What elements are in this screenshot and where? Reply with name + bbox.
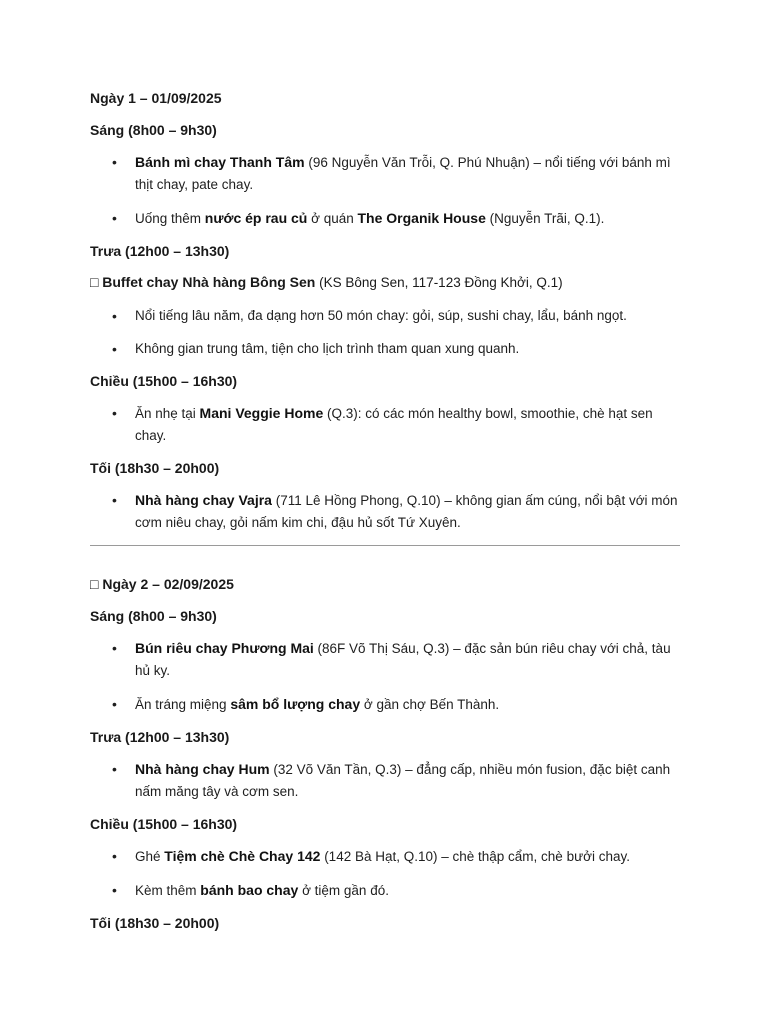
item-detail: (32 Võ Văn Tần, Q.3) – đẳng cấp, nhiều món fusion, đặc biệt canh nấm măng tây và cơm sen. [135, 762, 671, 799]
list-item [90, 402, 680, 447]
place-name: Tiệm chè Chè Chay 142 [164, 848, 321, 864]
day-2-afternoon-list [90, 845, 680, 902]
place-name: Bún riêu chay Phương Mai [135, 640, 314, 656]
section-divider [90, 545, 680, 546]
list-item [90, 637, 680, 682]
item-detail: (96 Nguyễn Văn Trỗi, Q. Phú Nhuận) – nổi tiếng với bánh mì thịt chay, pate chay. [135, 155, 671, 192]
day-1-noon-list [90, 305, 680, 360]
day-2-afternoon-heading: Chiều (15h00 – 16h30) [90, 816, 238, 832]
item-text: ở quán [307, 211, 358, 226]
day-2-noon-heading: Trưa (12h00 – 13h30) [90, 729, 230, 745]
itinerary-document [90, 88, 680, 944]
highlight-text: nước ép rau củ [204, 210, 308, 226]
day-2-morning-heading: Sáng (8h00 – 9h30) [90, 608, 217, 624]
place-name: The Organik House [357, 210, 486, 226]
day-2-title-text: Ngày 2 – 02/09/2025 [102, 576, 234, 592]
item-detail: (142 Bà Hạt, Q.10) – chè thập cẩm, chè bưởi chay. [320, 849, 630, 864]
place-name: Buffet chay Nhà hàng Bông Sen [102, 274, 316, 290]
item-detail: (86F Võ Thị Sáu, Q.3) – đặc sản bún riêu chay với chả, tàu hủ ky. [135, 641, 671, 678]
day-1-morning-list [90, 151, 680, 230]
item-text: Ghé [135, 849, 165, 864]
item-detail: ở gần chợ Bến Thành. [360, 697, 500, 712]
list-item: • Nổi tiếng lâu năm, đa dạng hơn 50 món chay: gỏi, súp, sushi chay, lẩu, bánh ngọt. [90, 305, 680, 327]
list-item [90, 207, 680, 230]
day-2-title [90, 574, 680, 594]
highlight-text: bánh bao chay [200, 882, 299, 898]
day-2-evening-heading: Tối (18h30 – 20h00) [90, 915, 220, 931]
list-item [90, 845, 680, 868]
day-1-morning-heading: Sáng (8h00 – 9h30) [90, 122, 217, 138]
item-text: Kèm thêm [135, 883, 201, 898]
day-2-morning-list [90, 637, 680, 716]
place-name: Nhà hàng chay Hum [135, 761, 270, 777]
place-name: Bánh mì chay Thanh Tâm [135, 154, 305, 170]
day-1-title: Ngày 1 – 01/09/2025 [90, 90, 222, 106]
item-text: Ăn nhẹ tại [135, 406, 200, 421]
list-item [90, 693, 680, 716]
item-detail: (Nguyễn Trãi, Q.1). [485, 211, 605, 226]
item-text: Ăn tráng miệng [135, 697, 231, 712]
day-1-noon-heading: Trưa (12h00 – 13h30) [90, 243, 230, 259]
highlight-text: sâm bổ lượng chay [230, 696, 361, 712]
place-name: Nhà hàng chay Vajra [135, 492, 272, 508]
list-item [90, 758, 680, 803]
list-item [90, 879, 680, 902]
item-detail: (711 Lê Hồng Phong, Q.10) – không gian ấm cúng, nổi bật với món cơm niêu chay, gỏi nấm kim chi, đậu hủ sốt Tứ Xuyên. [135, 493, 678, 530]
placeholder-box-icon: □ [90, 576, 99, 592]
item-detail: (Q.3): có các món healthy bowl, smoothie, chè hạt sen chay. [135, 406, 653, 443]
item-detail: (KS Bông Sen, 117-123 Đồng Khởi, Q.1) [315, 275, 563, 290]
placeholder-box-icon: □ [90, 274, 99, 290]
day-1-evening-heading: Tối (18h30 – 20h00) [90, 460, 220, 476]
day-1-afternoon-heading: Chiều (15h00 – 16h30) [90, 373, 238, 389]
item-text: Uống thêm [135, 211, 205, 226]
day-2-noon-list [90, 758, 680, 803]
place-name: Mani Veggie Home [199, 405, 324, 421]
list-item [90, 151, 680, 196]
list-item: • Không gian trung tâm, tiện cho lịch trình tham quan xung quanh. [90, 338, 680, 360]
day-1-afternoon-list [90, 402, 680, 447]
day-1-noon-feature [90, 272, 680, 293]
item-detail: ở tiệm gần đó. [298, 883, 389, 898]
day-1-evening-list [90, 489, 680, 534]
list-item [90, 489, 680, 534]
